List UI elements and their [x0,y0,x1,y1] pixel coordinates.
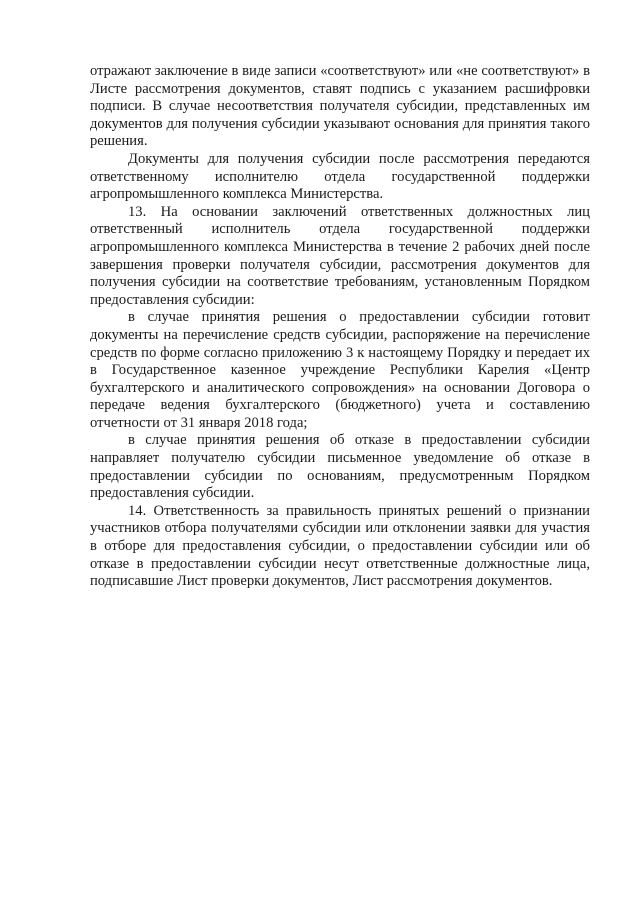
paragraph-conclusion-records: отражают заключение в виде записи «соответствуют» или «не соответствуют» в Листе рассмотрения документов, ставят подпись с указанием расшифровки подписи. В случае несоответствия получателя субсидии, представленных им документов для получения субсидии указывают основания для принятия такого решения. [90,63,590,150]
paragraph-documents-transfer: Документы для получения субсидии после рассмотрения передаются ответственному исполнителю отдела государственной поддержки агропромышленного комплекса Министерства. [90,150,590,203]
document-body [90,63,590,591]
paragraph-item-14: 14. Ответственность за правильность принятых решений о признании участников отбора получателями субсидии или отклонении заявки для участия в отборе для предоставления субсидии, о предоставлении субсидии или об отказе в предоставлении субсидии несут ответственные должностные лица, подписавшие Лист проверки документов, Лист рассмотрения документов. [90,502,590,590]
paragraph-item-13: 13. На основании заключений ответственных должностных лиц ответственный исполнитель отдела государственной поддержки агропромышленного комплекса Министерства в течение 2 рабочих дней после завершения проверки получателя субсидии, рассмотрения документов для получения субсидии на соответствие требованиям, установленным Порядком предоставления субсидии: [90,203,590,308]
paragraph-refusal-decision: в случае принятия решения об отказе в предоставлении субсидии направляет получателю субсидии письменное уведомление об отказе в предоставлении субсидии по основаниям, предусмотренным Порядком предоставления субсидии. [90,432,590,502]
paragraph-grant-decision: в случае принятия решения о предоставлении субсидии готовит документы на перечисление средств субсидии, распоряжение на перечисление средств по форме согласно приложению 3 к настоящему Порядку и передает их в Государственное казенное учреждение Республики Карелия «Центр бухгалтерского и аналитического сопровождения» на основании Договора о передаче ведения бухгалтерского (бюджетного) учета и составлению отчетности от 31 января 2018 года; [90,309,590,431]
